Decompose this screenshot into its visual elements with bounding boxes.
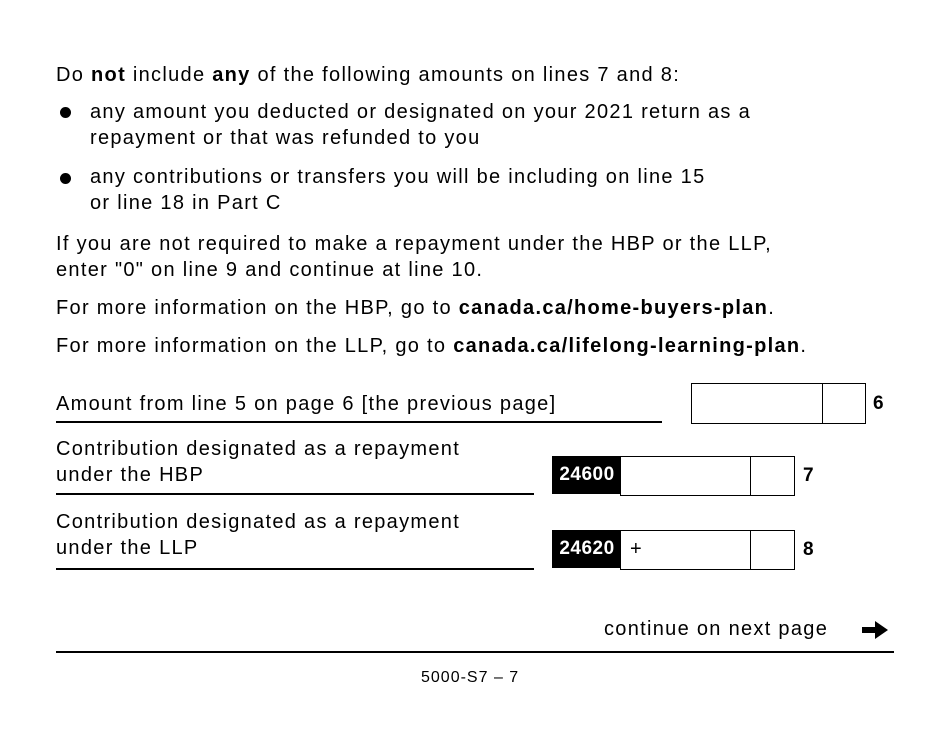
- line-7-label-2: under the HBP: [56, 464, 205, 486]
- continue-text: continue on next page: [604, 618, 829, 640]
- line-7-label-1: Contribution designated as a repayment: [56, 438, 461, 460]
- intro-include: include: [126, 64, 213, 86]
- line-8-rule: [56, 568, 534, 570]
- line-6-rule: [56, 421, 662, 423]
- hbp-link[interactable]: canada.ca/home-buyers-plan: [458, 297, 769, 319]
- bullet-2-line2: or line 18 in Part C: [90, 192, 282, 214]
- bullet-1-line2: repayment or that was refunded to you: [90, 127, 481, 149]
- llp-link[interactable]: canada.ca/lifelong-learning-plan: [453, 335, 801, 357]
- line-number-7: 7: [803, 465, 814, 486]
- footer-rule: [56, 651, 894, 653]
- line-6-cents-field[interactable]: [822, 384, 865, 423]
- line-8-code: 24620: [552, 530, 622, 568]
- line-8-operator: +: [630, 538, 642, 560]
- llp-info-text: For more information on the LLP, go to: [56, 335, 454, 357]
- line-8-cents-field[interactable]: [750, 531, 794, 569]
- llp-info: [56, 333, 807, 359]
- hbp-info-text: For more information on the HBP, go to: [56, 297, 459, 319]
- line-6-label: Amount from line 5 on page 6 [the previous page]: [56, 393, 557, 415]
- line-8-label-1: Contribution designated as a repayment: [56, 511, 461, 533]
- intro-not: not: [91, 64, 127, 86]
- intro-rest: of the following amounts on lines 7 and 8:: [250, 64, 681, 86]
- bullet-icon: [60, 107, 71, 118]
- llp-info-end: .: [800, 335, 808, 357]
- line-7-amount-field[interactable]: [620, 456, 795, 496]
- bullet-1-line1: any amount you deducted or designated on your 2021 return as a: [90, 101, 751, 123]
- right-arrow-icon: [860, 618, 890, 642]
- intro-any: any: [212, 64, 251, 86]
- line-number-8: 8: [803, 539, 814, 560]
- note-line2: enter "0" on line 9 and continue at line 10.: [56, 259, 484, 281]
- bullet-2-line1: any contributions or transfers you will be including on line 15: [90, 166, 706, 188]
- page-footer: 5000-S7 – 7: [421, 669, 520, 686]
- hbp-info-end: .: [768, 297, 776, 319]
- bullet-icon: [60, 173, 71, 184]
- line-7-code: 24600: [552, 456, 622, 494]
- line-8-label-2: under the LLP: [56, 537, 199, 559]
- hbp-info: [56, 295, 775, 321]
- line-7-cents-field[interactable]: [750, 457, 794, 495]
- intro-do: Do: [56, 64, 92, 86]
- note-line1: If you are not required to make a repayment under the HBP or the LLP,: [56, 233, 773, 255]
- line-7-rule: [56, 493, 534, 495]
- line-8-amount-field[interactable]: [620, 530, 795, 570]
- intro-text: [56, 62, 680, 88]
- line-number-6: 6: [873, 393, 884, 414]
- line-6-amount-field[interactable]: [691, 383, 866, 424]
